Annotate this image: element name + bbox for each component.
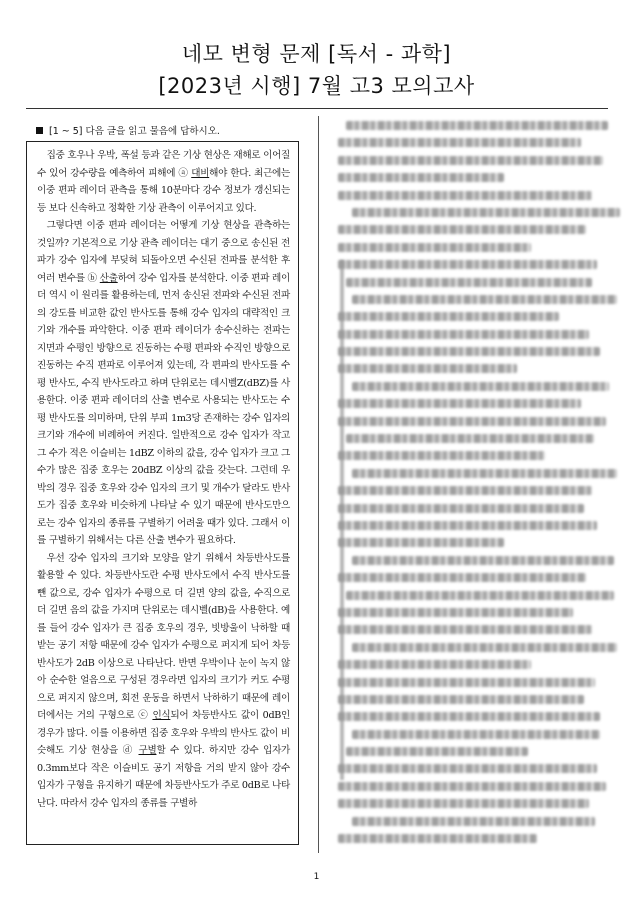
blurred-text-line bbox=[346, 434, 594, 443]
blurred-margin-bar bbox=[340, 260, 344, 780]
blurred-text-line bbox=[338, 312, 559, 321]
blurred-text-line bbox=[338, 191, 592, 200]
blurred-text-line bbox=[352, 469, 617, 478]
blurred-text-line bbox=[338, 225, 586, 234]
blurred-text-line bbox=[338, 678, 595, 687]
blurred-text-line bbox=[338, 347, 600, 356]
blurred-text-line bbox=[338, 834, 537, 843]
blurred-text-line bbox=[338, 625, 592, 634]
blurred-text-line bbox=[338, 538, 504, 547]
passage-paragraph-3 bbox=[37, 550, 290, 813]
blurred-text-line bbox=[338, 173, 504, 182]
blurred-text-line bbox=[338, 138, 581, 147]
instruction-text: [1 ~ 5] 다음 글을 읽고 물음에 답하시오. bbox=[49, 126, 220, 137]
paragraph-text: 집중 호우나 우박, 폭설 등과 같은 기상 현상은 재해로 이어질 수 있어 강수량을 예측하여 피해에 ⓐ bbox=[37, 150, 290, 179]
page-title-line1: 네모 변형 문제 [독서 - 과학] bbox=[181, 42, 452, 66]
blurred-text-line bbox=[338, 660, 531, 669]
blurred-text-line bbox=[346, 278, 592, 287]
marked-word-c: 인식 bbox=[152, 710, 171, 721]
blurred-text-line bbox=[346, 747, 528, 756]
instruction bbox=[36, 123, 220, 137]
blurred-questions-column bbox=[338, 121, 614, 821]
blurred-text-line bbox=[346, 121, 608, 130]
blurred-text-line bbox=[338, 417, 606, 426]
blurred-text-line bbox=[338, 521, 597, 530]
blurred-text-line bbox=[352, 643, 617, 652]
blurred-text-line bbox=[338, 764, 597, 773]
square-bullet-icon bbox=[36, 127, 43, 134]
blurred-text-line bbox=[338, 364, 517, 373]
paragraph-text: 할 수 있다. 하지만 강수 입자가 0.3mm보다 작은 이슬비도 공기 저항을 거의 받지 않아 강수 입자가 구형을 유지하기 때문에 차등반사도가 주로 0dB로 나타난다. 따라서 강수 입자의 종류를 구별하 bbox=[37, 745, 290, 809]
blurred-text-line bbox=[338, 243, 531, 252]
blurred-text-line bbox=[352, 295, 617, 304]
blurred-text-line bbox=[338, 712, 600, 721]
blurred-text-line bbox=[338, 451, 545, 460]
blurred-text-line bbox=[352, 817, 595, 826]
blurred-text-line bbox=[338, 260, 597, 269]
blurred-text-line bbox=[338, 608, 573, 617]
blurred-text-line bbox=[352, 208, 620, 217]
paragraph-text: 되어 차등반사도 값이 0dB인 경우가 많다. 이를 이용하면 집중 호우와 우박의 반사도 값이 비슷해도 기상 현상을 ⓓ bbox=[37, 710, 290, 756]
blurred-text-line bbox=[352, 382, 609, 391]
passage-paragraph-1 bbox=[37, 147, 290, 217]
page-title-line2: [2023년 시행] 7월 고3 모의고사 bbox=[158, 74, 475, 98]
blurred-text-line bbox=[338, 782, 606, 791]
blurred-text-line bbox=[338, 695, 584, 704]
blurred-text-line bbox=[352, 556, 614, 565]
paragraph-text: 우선 강수 입자의 크기와 모양을 알기 위해서 차등반사도를 활용할 수 있다. 차등반사도란 수평 반사도에서 수직 반사도를 뺀 값으로, 강수 입자가 수평으로 더 길면 양의 값을, 수직으로 더 길면 음의 값을 가지며 단위로는 데시벨(dB)을 사용한다. 예를 들어 강수 입자가 큰 집중 호우의 경우, 빗방울이 낙하할 때 받는 공기 저항 때문에 강수 입자가 수평으로 퍼지게 되어 차등반사도가 2dB 이상으로 나타난다. 반면 우박이나 눈이 녹지 않아 순수한 얼음으로 구성된 경우라면 입자의 크기가 커도 수평으로 퍼지지 않으며, 회전 운동을 하면서 낙하하기 때문에 레이더에서는 거의 구형으로 ⓒ bbox=[37, 552, 290, 721]
blurred-text-line bbox=[338, 156, 603, 165]
blurred-text-line bbox=[338, 330, 589, 339]
marked-word-a: 대비 bbox=[191, 167, 210, 179]
blurred-text-line bbox=[338, 573, 586, 582]
paragraph-text: 해야 한다. 최근에는 이중 편파 레이더 관측을 통해 10분마다 강수 정보가 갱신되는 등 보다 신속하고 정확한 기상 관측이 이루어지고 있다. bbox=[37, 167, 290, 214]
marked-word-d: 구별 bbox=[138, 745, 157, 756]
blurred-text-line bbox=[338, 399, 581, 408]
paragraph-text: 그렇다면 이중 편파 레이더는 어떻게 기상 현상을 관측하는 것일까? 기본적으로 기상 관측 레이더는 대기 중으로 송신된 전파가 강수 입자에 부딪혀 되돌아오면 수신된 전파를 분석한 후 여러 변수를 ⓑ bbox=[37, 220, 290, 284]
blurred-text-line bbox=[338, 486, 592, 495]
marked-word-b: 산출 bbox=[99, 272, 118, 284]
paragraph-text: 하여 강수 입자를 분석한다. 이중 편파 레이더 역시 이 원리를 활용하는데, 먼저 송신된 전파와 수신된 전파의 강도를 비교한 값인 반사도를 통해 강수 입자의 대략적인 크기와 개수를 파악한다. 이중 편파 레이더가 송수신하는 전파는 지면과 수평인 방향으로 진동하는 수평 편파와 수직인 방향으로 진동하는 수직 편파로 이루어져 있는데, 각 편파의 반사도를 수평 반사도, 수직 반사도라고 하며 단위로는 데시벨Z(dBZ)를 사용한다. 이중 편파 레이더의 산출 변수로 사용되는 반사도는 수평 반사도를 의미하며, 단위 부피 1m3당 존재하는 강수 입자의 크기와 개수에 비례하여 커진다. 일반적으로 강수 입자가 작고 그 수가 적은 이슬비는 1dBZ 이하의 값을, 강수 입자가 크고 그 수가 많은 집중 호우는 20dBZ 이상의 값을 갖는다. 그런데 우박의 경우 집중 호우와 강수 입자의 크기 및 개수가 달라도 반사도가 집중 호우와 비슷하게 나타날 수 있기 때문에 반사도만으로는 강수 입자의 종류를 구별하기 어려울 때가 있다. 그래서 이를 구별하기 위해서는 다른 산출 변수가 필요하다. bbox=[37, 272, 290, 546]
blurred-text-line bbox=[338, 504, 584, 513]
page-number: 1 bbox=[313, 872, 320, 882]
blurred-text-line bbox=[352, 730, 600, 739]
reading-passage bbox=[26, 141, 299, 845]
passage-paragraph-2 bbox=[37, 217, 290, 550]
column-divider bbox=[318, 116, 319, 853]
blurred-text-line bbox=[338, 799, 589, 808]
blurred-text-line bbox=[346, 591, 614, 600]
header-divider bbox=[26, 108, 608, 109]
